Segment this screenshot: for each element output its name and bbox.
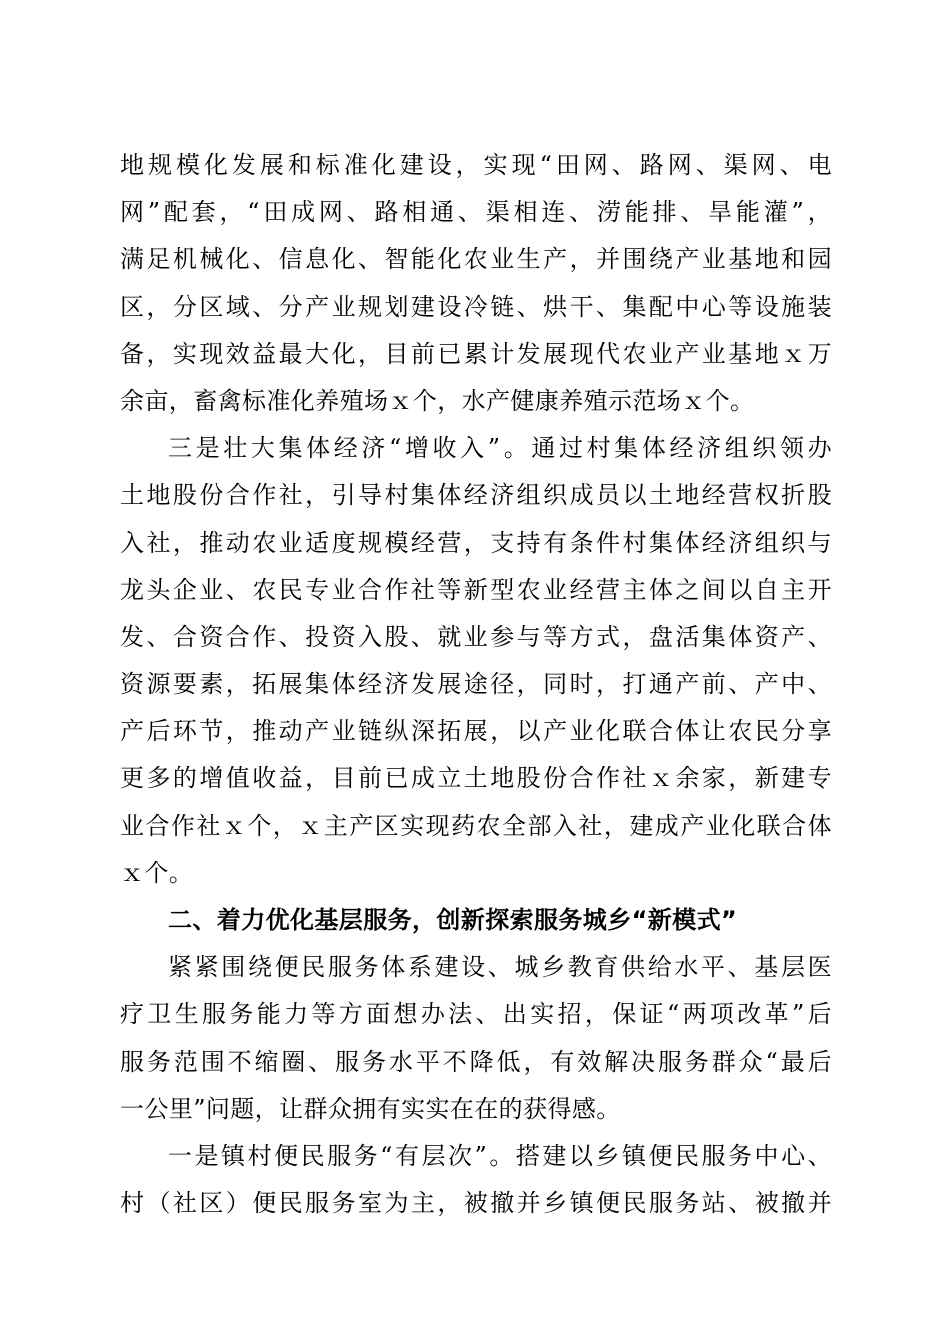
text-line: 网”配套，“田成网、路相通、渠相连、涝能排、旱能灌”， [120,198,832,227]
text-line: 服务范围不缩圈、服务水平不降低，有效解决服务群众“最后 [120,1047,832,1076]
paragraph-grassroots-service [120,944,832,1133]
section-heading [120,897,832,944]
text-line: 龙头企业、农民专业合作社等新型农业经营主体之间以自主开 [120,575,832,604]
text-line: 业合作社ｘ个，ｘ主产区实现药农全部入社，建成产业化联合体 [120,811,832,840]
text-line: 余亩，畜禽标准化养殖场ｘ个，水产健康养殖示范场ｘ个。 [120,386,755,415]
text-line: 疗卫生服务能力等方面想办法、出实招，保证“两项改革”后 [120,1000,832,1029]
text-line: 三是壮大集体经济“增收入”。通过村集体经济组织领办 [168,434,832,463]
text-line: 地规模化发展和标准化建设，实现“田网、路网、渠网、电 [120,151,832,179]
text-line: 满足机械化、信息化、智能化农业生产，并围绕产业基地和园 [120,245,832,274]
text-line: 村（社区）便民服务室为主，被撤并乡镇便民服务站、被撤并 [120,1189,832,1218]
text-line: 一是镇村便民服务“有层次”。搭建以乡镇便民服务中心、 [168,1141,832,1170]
text-line: 发、合资合作、投资入股、就业参与等方式，盘活集体资产、 [120,622,832,651]
text-line: 紧紧围绕便民服务体系建设、城乡教育供给水平、基层医 [168,953,832,982]
text-line: 一公里”问题，让群众拥有实实在在的获得感。 [120,1094,621,1123]
text-line: 备，实现效益最大化，目前已累计发展现代农业产业基地ｘ万 [120,339,832,368]
text-line: ｘ个。 [120,858,194,887]
paragraph-collective-economy [120,425,832,897]
text-line: 区，分区域、分产业规划建设冷链、烘干、集配中心等设施装 [120,292,832,321]
paragraph-convenience-service [120,1133,832,1227]
text-line: 产后环节，推动产业链纵深拓展，以产业化联合体让农民分享 [120,717,832,746]
text-line: 更多的增值收益，目前已成立土地股份合作社ｘ余家，新建专 [120,764,832,793]
text-line: 入社，推动农业适度规模经营，支持有条件村集体经济组织与 [120,528,832,557]
section-heading-text: 二、着力优化基层服务，创新探索服务城乡“新模式” [168,906,738,934]
paragraph-farmland-construction [120,142,832,425]
text-line: 土地股份合作社，引导村集体经济组织成员以土地经营权折股 [120,481,832,510]
text-line: 资源要素，拓展集体经济发展途径，同时，打通产前、产中、 [120,670,832,699]
document-body [120,142,832,1227]
